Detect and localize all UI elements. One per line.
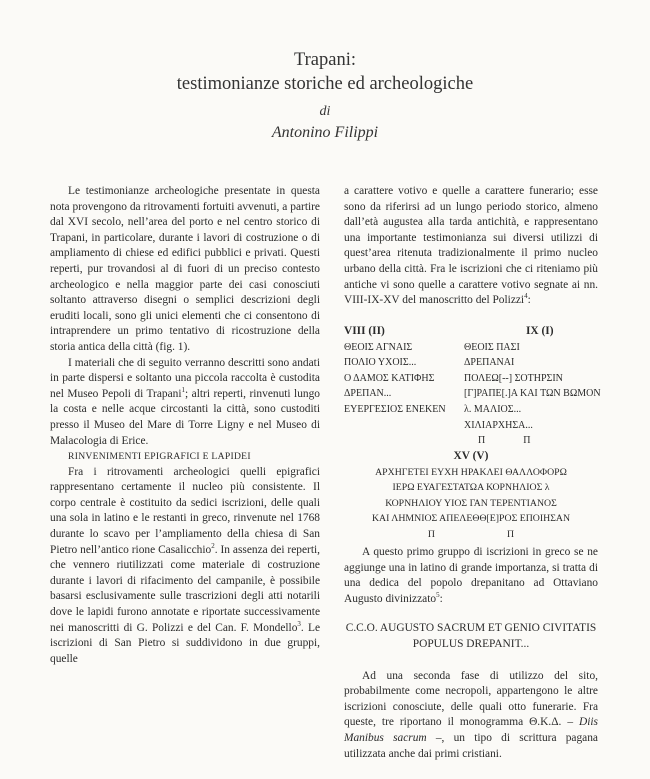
article-title-line2: testimonianze storiche ed archeologiche <box>176 74 474 94</box>
inscription-line: λ. ΜΑΛΙΟΣ... <box>464 403 522 415</box>
footnote-marker[interactable]: 3 <box>297 619 301 628</box>
inscription-line: Ο ΔΑΜΟΣ ΚΑΤΙΦΗΣ <box>344 372 435 384</box>
inscription-line: ΑΡΧΗΓΕΤΕΙ ΕΥΧΗ ΗΡΑΚΛΕΙ ΘΑΛΛΟΦΟΡΩ <box>375 466 567 478</box>
pi-glyph: Π <box>427 528 435 540</box>
paragraph: Ad una seconda fase di utilizzo del sito, probabilmente come necropoli, appartengono le altre iscrizioni conosciute, delle quali otto funerarie. Fra queste, tre riportano il monogramma Θ.Κ.Δ. – Diis Manibus sacrum –, un tipo di scrittura pagana utilizzata anche dai primi cristiani. <box>344 669 598 760</box>
inscription-xv <box>344 449 598 543</box>
dedication-line: POPULUS DREPANIT... <box>412 637 530 650</box>
footnote-marker[interactable]: 4 <box>524 292 528 301</box>
left-column <box>50 184 320 667</box>
byline-di: di <box>319 104 331 119</box>
inscription-line: ΔΡΕΠΑΝΑΙ <box>464 357 515 369</box>
inscription-line: ΕΥΕΡΓΕΣΙΟΣ ΕΝΕΚΕΝ <box>344 403 446 415</box>
paragraph: Le testimonianze archeologiche presentate in questa nota provengono da ritrovamenti fortuiti avvenuti, a partire dal XVI secolo, nell’area del porto e nel centro storico di Trapani, in particolare, durante i lavori di costruzione o di ampliamento di chiese ed edifici pubblici e privati. Questi reperti, pur trovandosi al di fuori di un preciso contesto archeologico e nella maggior parte dei casi conosciuti soltanto attraverso disegni o semplici descrizioni degli eruditi locali, sono gli unici elementi che ci consentono di intraprendere un primo tentativo di ricostruzione della storia antica della città (fig. 1). <box>50 185 320 353</box>
dedication-line: C.C.O. AUGUSTO SACRUM ET GENIO CIVITATIS <box>345 622 597 635</box>
inscription-line: ΙΕΡΩ ΕΥΑΓΕΣΤΑΤΩΑ ΚΟΡΝΗΛΙΟΣ λ <box>392 482 550 494</box>
inscription-line: ΚΟΡΝΗΛΙΟΥ ΥΙΟΣ ΓΑΝ ΤΕΡΕΝΤΙΑΝΟΣ <box>385 497 557 509</box>
author-name: Antonino Filippi <box>271 124 379 141</box>
inscription-line: [Γ]ΡΑΠΕ[.]Α ΚΑΙ ΤΩΝ ΒΩΜΟΝ <box>464 388 601 400</box>
article-title-line1: Trapani: <box>293 50 356 70</box>
inscription-pi-row <box>344 527 598 543</box>
paragraph: Fra i ritrovamenti archeologici quelli epigrafici rappresentano certamente il nucleo più consistente. Il corpo centrale è costituito da sedici iscrizioni, delle quali una sola in latino e le restanti in greco, rinvenute nel 1768 durante lo scavo per l’ampliamento della chiesa di San Pietro nell’antico rione Casalicchio$^2$. In assenza dei reperti, che vennero riutilizzati come materiale di costruzione durante i lavori di rifacimento del campanile, è possibile basarsi esclusivamente sulle trascrizioni degli atti notarili dove le lapidi furono annotate e riportate successivamente nei manoscritti di G. Polizzi e del Can. F. Mondello$^3$. Le iscrizioni di San Pietro si suddividono in due gruppi, quelle <box>50 465 321 665</box>
inscription-line: ΠΟΛΙΟ ΥΧΟΙΣ... <box>344 357 417 369</box>
inscription-label: XV (V) <box>453 450 489 462</box>
paragraph: a carattere votivo e quelle a carattere funerario; esse sono da riferirsi ad un lungo periodo storico, almeno dall’età augustea alla tarda antichità, e rappresentano una importante testimonianza sui diversi utilizzi di quest’area ritenuta tradizionalmente il primo nucleo urbano della città. Fra le iscrizioni che ci riteniamo più antiche vi sono quelle a carattere votivo segnate ai nn. VIII-IX-XV del manoscritto del Polizzi$^4$: <box>344 185 598 307</box>
inscription-ix <box>464 324 614 449</box>
inscription-label: IX (I) <box>526 325 554 337</box>
paragraph: A questo primo gruppo di iscrizioni in greco se ne aggiunge una in latino di grande importanza, si tratta di una dedica del popolo drepanitano ad Ottaviano Augusto divinizzato$^5$: <box>344 546 598 605</box>
inscription-line: ΠΟΛΕΩ[--] ΣΟΤΗΡΣΙΝ <box>464 372 563 384</box>
inscription-label: VIII (II) <box>344 325 385 337</box>
right-column-bottom <box>344 545 598 762</box>
inscription-line: ΧΙΛΙΑΡΧΗΣΑ... <box>464 419 533 431</box>
pi-glyph: Π <box>507 528 515 540</box>
inscription-line: ΚΑΙ ΛΗΜΝΙΟΣ ΑΠΕΛΕΘΘ[Ε]ΡΟΣ ΕΠΟΙΗΣΑΝ <box>371 513 571 525</box>
right-column-top <box>344 184 598 309</box>
paragraph: I materiali che di seguito verranno descritti sono andati in parte dispersi e soltanto una piccola raccolta è custodita nel Museo Pepoli di Trapani$^1$; altri reperti, rinvenuti lungo la costa e nelle acque circostanti la città, sono custoditi presso il Museo del Mare di Torre Ligny e nel Museo di Malacologia di Erice. <box>50 356 320 447</box>
footnote-marker[interactable]: 5 <box>436 590 440 599</box>
inscription-pi-row <box>464 433 614 449</box>
inscription-line: ΘΕΟΙΣ ΠΑΣΙ <box>464 341 520 353</box>
footnote-marker[interactable]: 1 <box>181 385 186 394</box>
inscription-line: ΘΕΟΙΣ ΑΓΝΑΙΣ <box>344 341 413 353</box>
pi-glyph: Π <box>478 435 486 447</box>
section-heading: RINVENIMENTI EPIGRAFICI E LAPIDEI <box>68 451 251 463</box>
pi-glyph: Π <box>523 435 531 447</box>
latin-dedication <box>344 621 598 652</box>
inscription-line: ΔΡΕΠΑΝ... <box>344 388 392 400</box>
inscription-viii <box>344 324 484 418</box>
italic-phrase: Diis Manibus sacrum <box>344 716 598 744</box>
footnote-marker[interactable]: 2 <box>211 541 215 550</box>
